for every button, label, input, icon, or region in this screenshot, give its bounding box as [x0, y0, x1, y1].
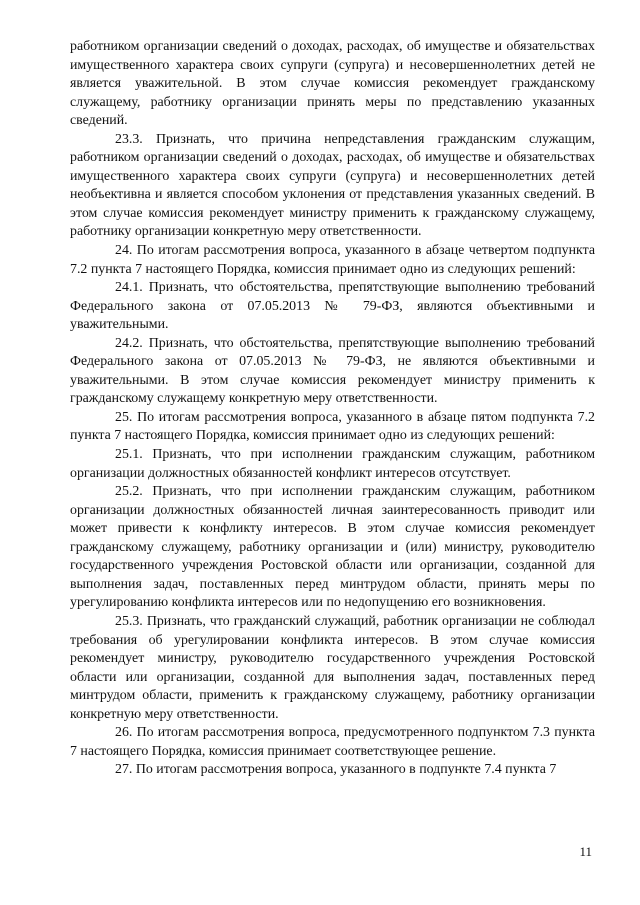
paragraph-24: 24. По итогам рассмотрения вопроса, указанного в абзаце четвертом подпункта 7.2 пункта 7 настоящего Порядка, комиссия принимает одно из следующих решений: — [70, 243, 595, 277]
paragraph-24-2: 24.2. Признать, что обстоятельства, препятствующие выполнению требований Федерального закона от 07.05.2013 № 79-ФЗ, не являются объективными и уважительными. В этом случае комиссия рекомендует министру применить к гражданскому служащему конкретную меру ответственности. — [70, 335, 595, 407]
paragraph-25-2: 25.2. Признать, что при исполнении гражданским служащим, работником организации должностных обязанностей личная заинтересованность приводит или может привести к конфликту интересов. В этом случае комиссия рекомендует гражданскому служащему, работнику организации и (или) министру, руководителю государственного учреждения Ростовской области или организации, созданной для выполнения задач, поставленных перед минтрудом области, принять меры по урегулированию конфликта интересов или по недопущению его возникновения. — [70, 484, 595, 611]
paragraph-24-1: 24.1. Признать, что обстоятельства, препятствующие выполнению требований Федерального закона от 07.05.2013 № 79-ФЗ, являются объективными и уважительными. — [70, 280, 595, 333]
paragraph-23-3: 23.3. Признать, что причина непредставления гражданским служащим, работником организации сведений о доходах, расходах, об имуществе и обязательствах имущественного характера своих супруги (супруга) и несовершеннолетних детей необъективна и является способом уклонения от представления указанных сведений. В этом случае комиссия рекомендует министру применить к гражданскому служащему, работнику организации конкретную меру ответственности. — [70, 131, 595, 240]
body-text — [70, 38, 595, 780]
paragraph-continuation: работником организации сведений о доходах, расходах, об имуществе и обязательствах имущественного характера своих супруги (супруга) и несовершеннолетних детей не является уважительной. В этом случае комиссия рекомендует гражданскому служащему, работнику организации принять меры по представлению указанных сведений. — [70, 39, 595, 129]
paragraph-25-1: 25.1. Признать, что при исполнении гражданским служащим, работником организации должностных обязанностей конфликт интересов отсутствует. — [70, 447, 595, 481]
page-number: 11 — [579, 844, 592, 859]
paragraph-25: 25. По итогам рассмотрения вопроса, указанного в абзаце пятом подпункта 7.2 пункта 7 настоящего Порядка, комиссия принимает одно из следующих решений: — [70, 409, 595, 444]
paragraph-27: 27. По итогам рассмотрения вопроса, указанного в подпункте 7.4 пункта 7 — [115, 762, 557, 778]
paragraph-25-3: 25.3. Признать, что гражданский служащий, работник организации не соблюдал требования об урегулировании конфликта интересов. В этом случае комиссия рекомендует министру, руководителю государственного учреждения Ростовской области или организации, созданной для выполнения задач, поставленных перед минтрудом области, применить к гражданскому служащему, работнику организации конкретную меру ответственности. — [70, 613, 595, 722]
paragraph-26: 26. По итогам рассмотрения вопроса, предусмотренного подпунктом 7.3 пункта 7 настоящего Порядка, комиссия принимает соответствующее решение. — [70, 725, 595, 759]
